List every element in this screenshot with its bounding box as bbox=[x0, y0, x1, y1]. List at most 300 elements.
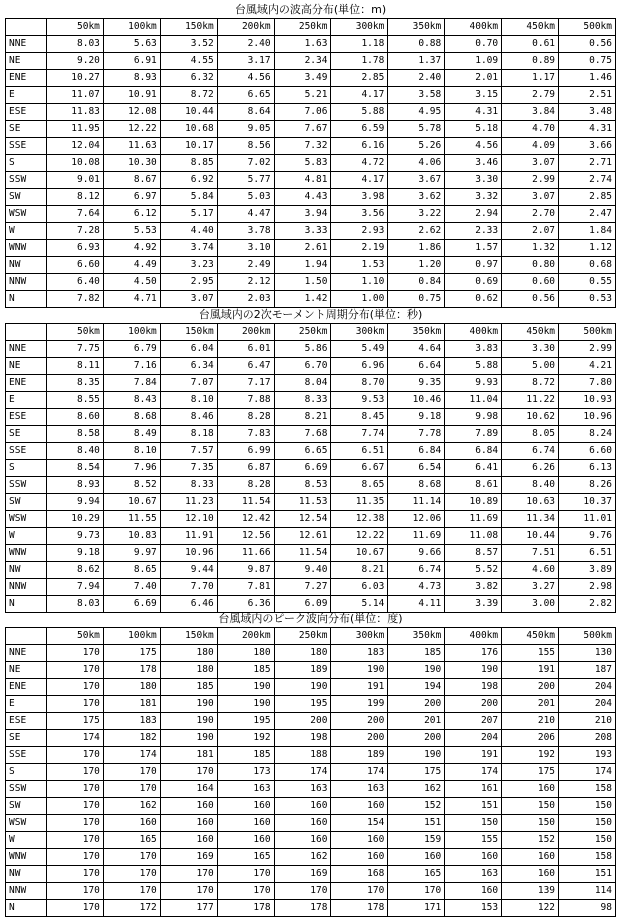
table-cell: 8.11 bbox=[47, 358, 104, 375]
table-cell: 8.68 bbox=[388, 477, 445, 494]
table-cell: 7.75 bbox=[47, 341, 104, 358]
table-cell: 7.78 bbox=[388, 426, 445, 443]
table-cell: 2.07 bbox=[502, 223, 559, 240]
table-cell: 3.49 bbox=[274, 70, 331, 87]
table-cell: 192 bbox=[502, 747, 559, 764]
table-cell: 8.21 bbox=[331, 562, 388, 579]
table-cell: 195 bbox=[274, 696, 331, 713]
table-cell: 9.18 bbox=[47, 545, 104, 562]
table-cell: 8.05 bbox=[502, 426, 559, 443]
table-cell: 10.27 bbox=[47, 70, 104, 87]
table-cell: 173 bbox=[217, 764, 274, 781]
table-cell: 5.53 bbox=[103, 223, 160, 240]
table-cell: 159 bbox=[388, 832, 445, 849]
table-cell: 6.65 bbox=[217, 87, 274, 104]
table-cell: 6.70 bbox=[274, 358, 331, 375]
table-row bbox=[6, 713, 616, 730]
table-cell: 6.34 bbox=[160, 358, 217, 375]
table-cell: 190 bbox=[217, 696, 274, 713]
table-cell: 6.12 bbox=[103, 206, 160, 223]
table-cell: 153 bbox=[445, 900, 502, 917]
table-cell: 7.84 bbox=[103, 375, 160, 392]
table-cell: 2.40 bbox=[217, 36, 274, 53]
table-cell: 12.10 bbox=[160, 511, 217, 528]
table-cell: 190 bbox=[160, 713, 217, 730]
table-cell: 2.99 bbox=[559, 341, 616, 358]
table-cell: 160 bbox=[274, 832, 331, 849]
table-cell: 10.44 bbox=[160, 104, 217, 121]
table-row bbox=[6, 53, 616, 70]
table-cell: 170 bbox=[103, 866, 160, 883]
table-cell: 7.80 bbox=[559, 375, 616, 392]
direction-label: NE bbox=[6, 662, 47, 679]
table-cell: 8.65 bbox=[331, 477, 388, 494]
table-row bbox=[6, 832, 616, 849]
table-cell: 5.18 bbox=[445, 121, 502, 138]
table-cell: 8.93 bbox=[103, 70, 160, 87]
table-cell: 10.46 bbox=[388, 392, 445, 409]
table-cell: 6.91 bbox=[103, 53, 160, 70]
table-cell: 185 bbox=[217, 747, 274, 764]
wave-period-section bbox=[5, 307, 616, 613]
table-cell: 114 bbox=[559, 883, 616, 900]
table-cell: 161 bbox=[445, 781, 502, 798]
table-cell: 158 bbox=[559, 849, 616, 866]
table-cell: 160 bbox=[160, 798, 217, 815]
table-cell: 5.88 bbox=[445, 358, 502, 375]
table-cell: 151 bbox=[445, 798, 502, 815]
table-cell: 6.79 bbox=[103, 341, 160, 358]
table-cell: 5.26 bbox=[388, 138, 445, 155]
column-header: 450km bbox=[502, 19, 559, 36]
wave-direction-section bbox=[5, 611, 616, 917]
corner-cell bbox=[6, 628, 47, 645]
direction-label: W bbox=[6, 223, 47, 240]
table-row bbox=[6, 341, 616, 358]
table-cell: 8.85 bbox=[160, 155, 217, 172]
table-cell: 189 bbox=[331, 747, 388, 764]
table-row bbox=[6, 494, 616, 511]
table-cell: 2.33 bbox=[445, 223, 502, 240]
wave-height-title: 台風域内の波高分布(単位：m) bbox=[234, 3, 387, 16]
table-row bbox=[6, 579, 616, 596]
table-cell: 11.66 bbox=[217, 545, 274, 562]
table-cell: 6.97 bbox=[103, 189, 160, 206]
table-cell: 5.84 bbox=[160, 189, 217, 206]
table-cell: 8.04 bbox=[274, 375, 331, 392]
table-cell: 151 bbox=[559, 866, 616, 883]
direction-label: SW bbox=[6, 189, 47, 206]
table-cell: 5.78 bbox=[388, 121, 445, 138]
table-cell: 170 bbox=[274, 883, 331, 900]
table-cell: 170 bbox=[388, 883, 445, 900]
table-cell: 7.88 bbox=[217, 392, 274, 409]
table-cell: 6.84 bbox=[388, 443, 445, 460]
table-cell: 162 bbox=[103, 798, 160, 815]
table-cell: 163 bbox=[445, 866, 502, 883]
direction-label: NNE bbox=[6, 645, 47, 662]
table-cell: 3.10 bbox=[217, 240, 274, 257]
table-cell: 9.97 bbox=[103, 545, 160, 562]
table-cell: 3.52 bbox=[160, 36, 217, 53]
direction-label: SSW bbox=[6, 172, 47, 189]
table-cell: 9.18 bbox=[388, 409, 445, 426]
table-cell: 2.70 bbox=[502, 206, 559, 223]
table-cell: 8.67 bbox=[103, 172, 160, 189]
table-cell: 11.35 bbox=[331, 494, 388, 511]
table-cell: 3.39 bbox=[445, 596, 502, 613]
table-cell: 10.37 bbox=[559, 494, 616, 511]
table-cell: 194 bbox=[388, 679, 445, 696]
table-cell: 8.40 bbox=[47, 443, 104, 460]
table-cell: 7.02 bbox=[217, 155, 274, 172]
table-cell: 7.35 bbox=[160, 460, 217, 477]
table-cell: 154 bbox=[331, 815, 388, 832]
table-cell: 7.27 bbox=[274, 579, 331, 596]
table-cell: 8.61 bbox=[445, 477, 502, 494]
table-cell: 6.16 bbox=[331, 138, 388, 155]
table-cell: 7.17 bbox=[217, 375, 274, 392]
table-cell: 6.65 bbox=[274, 443, 331, 460]
table-row bbox=[6, 104, 616, 121]
table-cell: 168 bbox=[331, 866, 388, 883]
table-cell: 12.61 bbox=[274, 528, 331, 545]
table-cell: 1.94 bbox=[274, 257, 331, 274]
table-cell: 0.55 bbox=[559, 274, 616, 291]
table-cell: 0.56 bbox=[502, 291, 559, 308]
table-cell: 11.83 bbox=[47, 104, 104, 121]
table-cell: 201 bbox=[502, 696, 559, 713]
table-cell: 3.58 bbox=[388, 87, 445, 104]
table-cell: 170 bbox=[47, 662, 104, 679]
table-cell: 3.84 bbox=[502, 104, 559, 121]
table-cell: 6.03 bbox=[331, 579, 388, 596]
table-cell: 98 bbox=[559, 900, 616, 917]
direction-label: N bbox=[6, 291, 47, 308]
table-cell: 0.88 bbox=[388, 36, 445, 53]
table-cell: 160 bbox=[103, 815, 160, 832]
column-header: 500km bbox=[559, 19, 616, 36]
table-cell: 7.81 bbox=[217, 579, 274, 596]
table-cell: 10.96 bbox=[559, 409, 616, 426]
table-cell: 6.09 bbox=[274, 596, 331, 613]
table-cell: 8.72 bbox=[160, 87, 217, 104]
header-row bbox=[6, 324, 616, 341]
table-cell: 12.56 bbox=[217, 528, 274, 545]
table-cell: 2.12 bbox=[217, 274, 274, 291]
column-header: 50km bbox=[47, 324, 104, 341]
table-cell: 3.30 bbox=[445, 172, 502, 189]
table-cell: 170 bbox=[217, 883, 274, 900]
table-cell: 152 bbox=[388, 798, 445, 815]
table-cell: 169 bbox=[274, 866, 331, 883]
table-cell: 2.74 bbox=[559, 172, 616, 189]
table-cell: 2.85 bbox=[331, 70, 388, 87]
table-cell: 8.10 bbox=[160, 392, 217, 409]
table-cell: 162 bbox=[388, 781, 445, 798]
wave-period-table bbox=[5, 323, 616, 613]
table-cell: 6.51 bbox=[559, 545, 616, 562]
table-cell: 3.94 bbox=[274, 206, 331, 223]
table-cell: 9.73 bbox=[47, 528, 104, 545]
table-cell: 8.93 bbox=[47, 477, 104, 494]
table-cell: 6.59 bbox=[331, 121, 388, 138]
column-header: 200km bbox=[217, 19, 274, 36]
table-cell: 1.57 bbox=[445, 240, 502, 257]
direction-label: SSE bbox=[6, 443, 47, 460]
table-cell: 155 bbox=[445, 832, 502, 849]
table-cell: 150 bbox=[559, 832, 616, 849]
table-cell: 4.17 bbox=[331, 172, 388, 189]
table-cell: 6.64 bbox=[388, 358, 445, 375]
table-cell: 5.03 bbox=[217, 189, 274, 206]
table-cell: 181 bbox=[103, 696, 160, 713]
table-cell: 198 bbox=[274, 730, 331, 747]
table-cell: 11.63 bbox=[103, 138, 160, 155]
table-row bbox=[6, 815, 616, 832]
table-cell: 4.81 bbox=[274, 172, 331, 189]
table-cell: 1.00 bbox=[331, 291, 388, 308]
table-cell: 8.40 bbox=[502, 477, 559, 494]
table-cell: 8.58 bbox=[47, 426, 104, 443]
table-row bbox=[6, 392, 616, 409]
table-cell: 160 bbox=[274, 798, 331, 815]
table-cell: 6.99 bbox=[217, 443, 274, 460]
table-cell: 4.55 bbox=[160, 53, 217, 70]
table-cell: 200 bbox=[388, 730, 445, 747]
table-cell: 5.00 bbox=[502, 358, 559, 375]
table-cell: 8.33 bbox=[160, 477, 217, 494]
table-cell: 190 bbox=[331, 662, 388, 679]
table-cell: 8.72 bbox=[502, 375, 559, 392]
direction-label: SE bbox=[6, 426, 47, 443]
table-cell: 11.14 bbox=[388, 494, 445, 511]
table-cell: 9.40 bbox=[274, 562, 331, 579]
table-cell: 4.31 bbox=[559, 121, 616, 138]
table-cell: 10.17 bbox=[160, 138, 217, 155]
table-cell: 2.51 bbox=[559, 87, 616, 104]
table-cell: 4.21 bbox=[559, 358, 616, 375]
table-cell: 7.57 bbox=[160, 443, 217, 460]
table-row bbox=[6, 443, 616, 460]
table-cell: 9.53 bbox=[331, 392, 388, 409]
table-cell: 3.46 bbox=[445, 155, 502, 172]
table-cell: 10.44 bbox=[502, 528, 559, 545]
column-header: 450km bbox=[502, 628, 559, 645]
table-cell: 162 bbox=[274, 849, 331, 866]
table-cell: 6.69 bbox=[274, 460, 331, 477]
table-cell: 160 bbox=[388, 849, 445, 866]
direction-label: W bbox=[6, 832, 47, 849]
table-cell: 2.47 bbox=[559, 206, 616, 223]
table-cell: 10.63 bbox=[502, 494, 559, 511]
table-cell: 7.96 bbox=[103, 460, 160, 477]
table-cell: 3.32 bbox=[445, 189, 502, 206]
column-header: 350km bbox=[388, 324, 445, 341]
table-cell: 11.91 bbox=[160, 528, 217, 545]
direction-label: N bbox=[6, 596, 47, 613]
table-cell: 10.29 bbox=[47, 511, 104, 528]
table-cell: 9.01 bbox=[47, 172, 104, 189]
direction-label: SE bbox=[6, 121, 47, 138]
table-cell: 5.63 bbox=[103, 36, 160, 53]
direction-label: NE bbox=[6, 53, 47, 70]
table-cell: 190 bbox=[160, 730, 217, 747]
table-row bbox=[6, 764, 616, 781]
table-cell: 0.61 bbox=[502, 36, 559, 53]
table-cell: 10.96 bbox=[160, 545, 217, 562]
table-cell: 178 bbox=[274, 900, 331, 917]
table-cell: 1.42 bbox=[274, 291, 331, 308]
table-cell: 5.77 bbox=[217, 172, 274, 189]
direction-label: E bbox=[6, 87, 47, 104]
table-cell: 170 bbox=[160, 883, 217, 900]
table-cell: 11.01 bbox=[559, 511, 616, 528]
table-cell: 3.78 bbox=[217, 223, 274, 240]
table-cell: 200 bbox=[388, 696, 445, 713]
column-header: 250km bbox=[274, 628, 331, 645]
table-cell: 195 bbox=[217, 713, 274, 730]
table-row bbox=[6, 257, 616, 274]
table-cell: 6.60 bbox=[559, 443, 616, 460]
table-cell: 12.42 bbox=[217, 511, 274, 528]
table-cell: 6.67 bbox=[331, 460, 388, 477]
direction-label: SSW bbox=[6, 781, 47, 798]
table-cell: 4.43 bbox=[274, 189, 331, 206]
table-cell: 3.07 bbox=[160, 291, 217, 308]
table-cell: 7.51 bbox=[502, 545, 559, 562]
table-cell: 190 bbox=[217, 679, 274, 696]
table-cell: 7.40 bbox=[103, 579, 160, 596]
table-cell: 160 bbox=[160, 832, 217, 849]
table-cell: 10.67 bbox=[331, 545, 388, 562]
header-row bbox=[6, 19, 616, 36]
table-cell: 0.68 bbox=[559, 257, 616, 274]
column-header: 200km bbox=[217, 324, 274, 341]
column-header: 150km bbox=[160, 628, 217, 645]
table-cell: 8.55 bbox=[47, 392, 104, 409]
table-cell: 6.74 bbox=[502, 443, 559, 460]
table-cell: 174 bbox=[331, 764, 388, 781]
table-cell: 8.52 bbox=[103, 477, 160, 494]
table-cell: 180 bbox=[103, 679, 160, 696]
table-cell: 4.95 bbox=[388, 104, 445, 121]
table-cell: 10.67 bbox=[103, 494, 160, 511]
table-cell: 10.93 bbox=[559, 392, 616, 409]
table-cell: 7.82 bbox=[47, 291, 104, 308]
table-cell: 180 bbox=[160, 662, 217, 679]
table-cell: 199 bbox=[331, 696, 388, 713]
table-cell: 170 bbox=[103, 849, 160, 866]
table-cell: 2.61 bbox=[274, 240, 331, 257]
table-cell: 3.48 bbox=[559, 104, 616, 121]
table-row bbox=[6, 679, 616, 696]
table-cell: 9.94 bbox=[47, 494, 104, 511]
table-cell: 160 bbox=[502, 849, 559, 866]
table-cell: 4.17 bbox=[331, 87, 388, 104]
table-cell: 4.71 bbox=[103, 291, 160, 308]
table-cell: 189 bbox=[274, 662, 331, 679]
header-row bbox=[6, 628, 616, 645]
table-cell: 174 bbox=[103, 747, 160, 764]
table-cell: 2.85 bbox=[559, 189, 616, 206]
table-cell: 170 bbox=[47, 798, 104, 815]
table-cell: 210 bbox=[502, 713, 559, 730]
table-cell: 8.49 bbox=[103, 426, 160, 443]
table-cell: 190 bbox=[388, 662, 445, 679]
table-cell: 2.40 bbox=[388, 70, 445, 87]
column-header: 200km bbox=[217, 628, 274, 645]
table-cell: 170 bbox=[217, 866, 274, 883]
table-cell: 200 bbox=[331, 730, 388, 747]
table-cell: 180 bbox=[160, 645, 217, 662]
corner-cell bbox=[6, 19, 47, 36]
table-cell: 5.21 bbox=[274, 87, 331, 104]
table-cell: 204 bbox=[445, 730, 502, 747]
direction-label: NE bbox=[6, 358, 47, 375]
table-row bbox=[6, 240, 616, 257]
table-row bbox=[6, 747, 616, 764]
table-cell: 10.83 bbox=[103, 528, 160, 545]
column-header: 300km bbox=[331, 19, 388, 36]
table-cell: 5.86 bbox=[274, 341, 331, 358]
table-cell: 3.33 bbox=[274, 223, 331, 240]
table-cell: 150 bbox=[445, 815, 502, 832]
table-cell: 6.93 bbox=[47, 240, 104, 257]
direction-label: ENE bbox=[6, 70, 47, 87]
table-cell: 198 bbox=[445, 679, 502, 696]
column-header: 450km bbox=[502, 324, 559, 341]
table-cell: 180 bbox=[274, 645, 331, 662]
column-header: 400km bbox=[445, 628, 502, 645]
direction-label: SSW bbox=[6, 477, 47, 494]
table-cell: 6.51 bbox=[331, 443, 388, 460]
table-cell: 8.26 bbox=[559, 477, 616, 494]
table-cell: 5.88 bbox=[331, 104, 388, 121]
table-cell: 1.84 bbox=[559, 223, 616, 240]
table-cell: 11.22 bbox=[502, 392, 559, 409]
table-cell: 4.73 bbox=[388, 579, 445, 596]
table-cell: 0.53 bbox=[559, 291, 616, 308]
column-header: 500km bbox=[559, 628, 616, 645]
direction-label: NNE bbox=[6, 36, 47, 53]
direction-label: NNW bbox=[6, 883, 47, 900]
table-cell: 11.04 bbox=[445, 392, 502, 409]
direction-label: WNW bbox=[6, 849, 47, 866]
table-cell: 1.10 bbox=[331, 274, 388, 291]
direction-label: SE bbox=[6, 730, 47, 747]
table-row bbox=[6, 375, 616, 392]
table-cell: 183 bbox=[331, 645, 388, 662]
table-cell: 2.03 bbox=[217, 291, 274, 308]
column-header: 150km bbox=[160, 324, 217, 341]
direction-label: ESE bbox=[6, 409, 47, 426]
table-cell: 1.18 bbox=[331, 36, 388, 53]
table-cell: 1.12 bbox=[559, 240, 616, 257]
table-cell: 130 bbox=[559, 645, 616, 662]
table-cell: 8.53 bbox=[274, 477, 331, 494]
table-cell: 8.62 bbox=[47, 562, 104, 579]
table-cell: 3.17 bbox=[217, 53, 274, 70]
table-cell: 10.89 bbox=[445, 494, 502, 511]
table-cell: 188 bbox=[274, 747, 331, 764]
table-cell: 160 bbox=[331, 832, 388, 849]
table-cell: 2.82 bbox=[559, 596, 616, 613]
table-cell: 6.92 bbox=[160, 172, 217, 189]
table-cell: 191 bbox=[445, 747, 502, 764]
column-header: 250km bbox=[274, 19, 331, 36]
table-cell: 1.20 bbox=[388, 257, 445, 274]
